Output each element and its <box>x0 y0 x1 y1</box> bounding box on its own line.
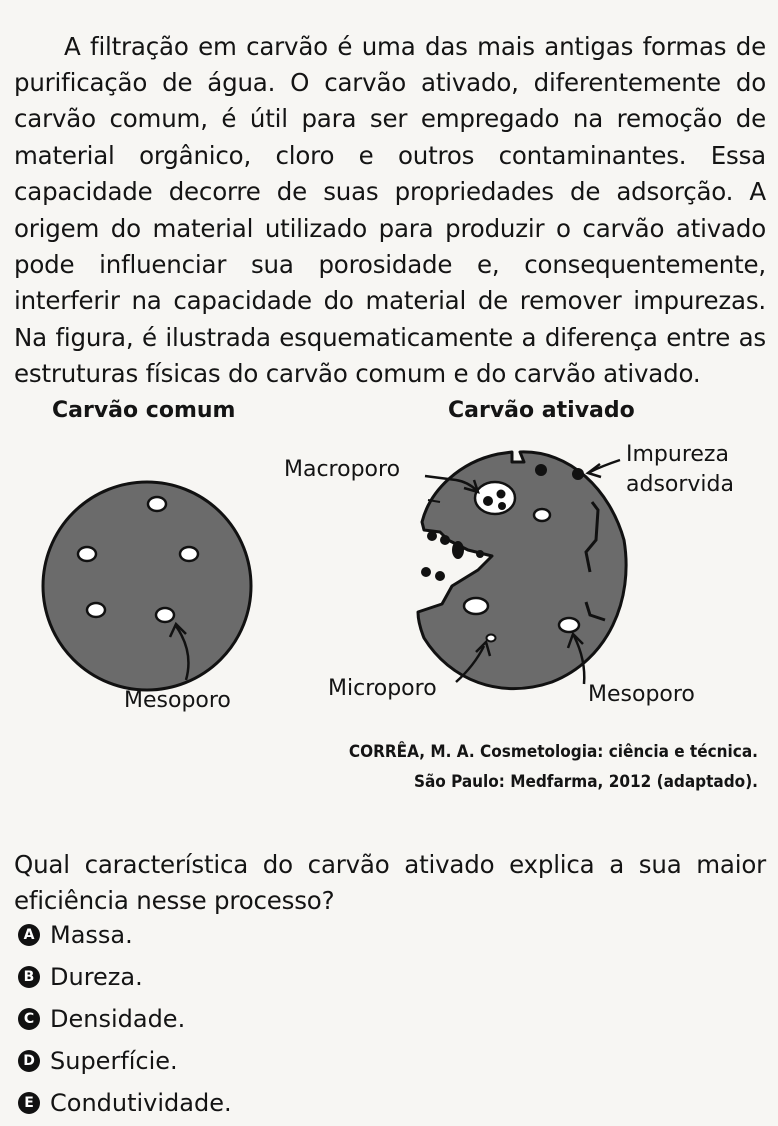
mesopore <box>156 608 174 622</box>
activated-charcoal-particle <box>418 452 626 689</box>
figure-title-left: Carvão comum <box>52 398 236 423</box>
mesopore <box>464 598 488 614</box>
option-b[interactable] <box>18 956 232 998</box>
option-a-badge-icon: A <box>18 924 40 946</box>
mesopore <box>78 547 96 561</box>
option-d-text: Superfície. <box>50 1047 178 1075</box>
option-d[interactable] <box>18 1040 232 1082</box>
micropore <box>487 635 496 642</box>
option-a[interactable] <box>18 914 232 956</box>
mesopore <box>148 497 166 511</box>
option-e-text: Condutividade. <box>50 1089 232 1117</box>
option-a-text: Massa. <box>50 921 133 949</box>
option-c-text: Densidade. <box>50 1005 186 1033</box>
label-mesoporo-left: Mesoporo <box>124 688 231 713</box>
mesopore <box>534 509 550 521</box>
adsorbed-impurity <box>427 531 437 541</box>
figure-title-right: Carvão ativado <box>448 398 635 423</box>
label-microporo: Microporo <box>328 676 437 701</box>
mesopore <box>559 618 579 632</box>
label-macroporo: Macroporo <box>284 457 401 482</box>
common-charcoal-particle <box>43 482 251 690</box>
adsorbed-impurity <box>452 541 464 559</box>
mesopore <box>87 603 105 617</box>
option-d-badge-icon: D <box>18 1050 40 1072</box>
option-b-text: Dureza. <box>50 963 143 991</box>
source-title: Cosmetologia: ciência e técnica. <box>480 742 758 762</box>
answer-options <box>18 914 232 1124</box>
label-adsorvida: adsorvida <box>626 472 734 497</box>
adsorbed-impurity <box>535 464 547 476</box>
source-line-2: São Paulo: Medfarma, 2012 (adaptado). <box>413 772 758 792</box>
adsorbed-impurity <box>435 571 445 581</box>
label-mesoporo-right: Mesoporo <box>588 682 695 707</box>
mesopore <box>180 547 198 561</box>
option-c[interactable] <box>18 998 232 1040</box>
option-b-badge-icon: B <box>18 966 40 988</box>
adsorbed-impurity <box>476 550 484 558</box>
adsorbed-impurity <box>421 567 431 577</box>
source-line-1 <box>349 742 758 762</box>
label-impureza: Impureza <box>626 442 729 467</box>
adsorbed-impurity <box>440 535 450 545</box>
option-e[interactable] <box>18 1082 232 1124</box>
figure <box>0 390 778 730</box>
adsorbed-impurity <box>572 468 584 480</box>
option-e-badge-icon: E <box>18 1092 40 1114</box>
option-c-badge-icon: C <box>18 1008 40 1030</box>
stem-paragraph: A filtração em carvão é uma das mais antigas formas de purificação de água. O carvão ativado, diferentemente do carvão comum, é útil para ser empregado na remoção de material orgânico, cloro e outros contaminantes. Essa capacidade decorre de suas propriedades de adsorção. A origem do material utilizado para produzir o carvão ativado pode influenciar sua porosidade e, consequentemente, interferir na capacidade do material de remover impurezas. Na figura, é ilustrada esquematicamente a diferença entre as estruturas físicas do carvão comum e do carvão ativado. <box>14 31 766 389</box>
question-text: Qual característica do carvão ativado explica a sua maior eficiência nesse processo? <box>14 849 766 915</box>
macropore <box>475 482 515 514</box>
arrow-impureza <box>590 460 620 472</box>
source-author: CORRÊA, M. A. <box>348 742 475 762</box>
